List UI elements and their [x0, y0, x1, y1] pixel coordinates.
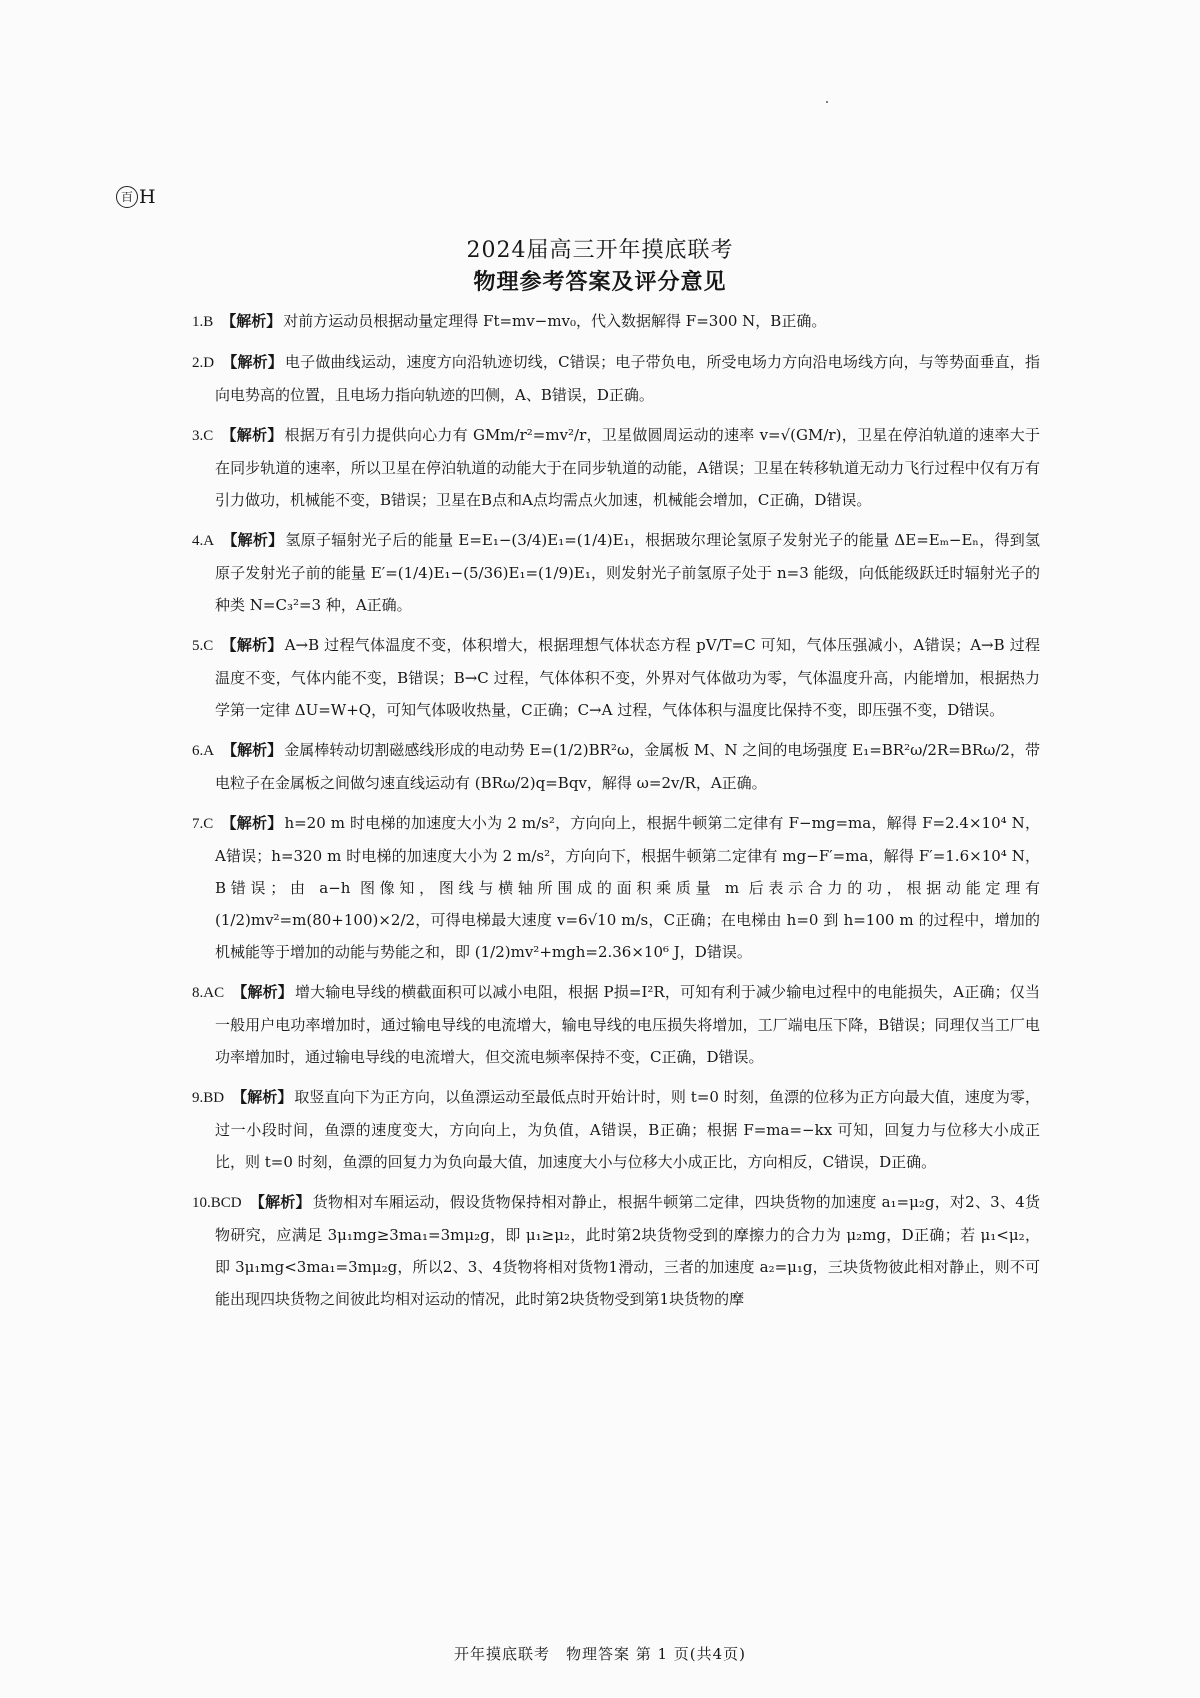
answer-item [192, 807, 1040, 968]
analysis-tag: 【解析】 [222, 531, 284, 549]
exam-title: 2024届高三开年摸底联考 [466, 238, 734, 263]
answer-item [192, 976, 1040, 1073]
answer-number: 6.A [192, 743, 215, 759]
answer-number: 9.BD [192, 1090, 225, 1106]
answer-text: 氢原子辐射光子后的能量 E=E₁−(3/4)E₁=(1/4)E₁，根据玻尔理论氢原子发射光子的能量 ΔE=Eₘ−Eₙ，得到氢原子发射光子前的能量 E′=(1/4)E₁−(5/36)E₁=(1/9)E₁，则发射光子前氢原子处于 n=3 能级，向低能级跃迁时辐射光子的种类 N=C₃²=3 种，A正确。 [215, 531, 1040, 614]
answer-text: 对前方运动员根据动量定理得 Ft=mv−mv₀，代入数据解得 F=300 N，B正确。 [283, 312, 827, 330]
analysis-tag: 【解析】 [221, 814, 283, 832]
answer-text: 增大输电导线的横截面积可以减小电阻，根据 P损=I²R，可知有利于减少输电过程中的电能损失，A正确；仅当一般用户电功率增加时，通过输电导线的电流增大，输电导线的电压损失将增加，工厂端电压下降，B错误；同理仅当工厂电功率增加时，通过输电导线的电流增大，但交流电频率保持不变，C正确，D错误。 [215, 983, 1040, 1066]
answer-text: 根据万有引力提供向心力有 GMm/r²=mv²/r，卫星做圆周运动的速率 v=√(GM/r)，卫星在停泊轨道的速率大于在同步轨道的速率，所以卫星在停泊轨道的动能大于在同步轨道的动能，A错误；卫星在转移轨道无动力飞行过程中仅有万有引力做功，机械能不变，B错误；卫星在B点和A点均需点火加速，机械能会增加，C正确，D错误。 [215, 426, 1040, 509]
analysis-tag: 【解析】 [222, 741, 283, 759]
answer-text: 电子做曲线运动，速度方向沿轨迹切线，C错误；电子带负电，所受电场力方向沿电场线方向，与等势面垂直，指向电势高的位置，且电场力指向轨迹的凹侧，A、B错误，D正确。 [215, 353, 1040, 404]
answer-item [192, 1186, 1040, 1315]
analysis-tag: 【解析】 [221, 312, 282, 330]
answer-text: 金属棒转动切割磁感线形成的电动势 E=(1/2)BR²ω，金属板 M、N 之间的电场强度 E₁=BR²ω/2R=BRω/2，带电粒子在金属板之间做匀速直线运动有 (BRω/2)q=Bqv，解得 ω=2v/R，A正确。 [215, 741, 1040, 792]
answer-number: 1.B [192, 314, 214, 330]
analysis-tag: 【解析】 [249, 1193, 311, 1211]
answer-number: 2.D [192, 355, 215, 371]
answer-text: A→B 过程气体温度不变，体积增大，根据理想气体状态方程 pV/T=C 可知，气体压强减小，A错误；A→B 过程温度不变，气体内能不变，B错误；B→C 过程，气体体积不变，外界对气体做功为零，气体温度升高，内能增加，根据热力学第一定律 ΔU=W+Q，可知气体吸收热量，C正确；C→A 过程，气体体积与温度比保持不变，即压强不变，D错误。 [215, 636, 1040, 719]
answer-number: 3.C [192, 428, 214, 444]
answer-item [192, 305, 1040, 338]
answer-item [192, 734, 1040, 799]
answer-text: 货物相对车厢运动，假设货物保持相对静止，根据牛顿第二定律，四块货物的加速度 a₁=μ₂g，对2、3、4货物研究，应满足 3μ₁mg≥3ma₁=3mμ₂g，即 μ₁≥μ₂，此时第2块货物受到的摩擦力的合力为 μ₂mg，D正确；若 μ₁<μ₂，即 3μ₁mg<3ma₁=3mμ₂g，所以2、3、4货物将相对货物1滑动，三者的加速度 a₂=μ₁g，三块货物彼此相对静止，则不可能出现四块货物之间彼此均相对运动的情况，此时第2块货物受到第1块货物的摩 [215, 1193, 1040, 1308]
answer-number: 7.C [192, 816, 214, 832]
answer-item [192, 629, 1040, 726]
paper-code-letter: H [139, 186, 156, 208]
analysis-tag: 【解析】 [222, 353, 283, 371]
analysis-tag: 【解析】 [221, 636, 283, 654]
answer-item [192, 346, 1040, 411]
answers-body [192, 305, 1040, 1323]
scan-speck [826, 101, 828, 103]
page-footer: 开年摸底联考 物理答案 第 1 页(共4页) [453, 1645, 747, 1663]
answer-number: 10.BCD [192, 1195, 242, 1211]
answer-number: 4.A [192, 533, 215, 549]
analysis-tag: 【解析】 [232, 983, 293, 1001]
answer-item [192, 1081, 1040, 1178]
answer-subtitle: 物理参考答案及评分意见 [473, 269, 727, 295]
answer-item [192, 524, 1040, 621]
answer-text: h=20 m 时电梯的加速度大小为 2 m/s²，方向向上，根据牛顿第二定律有 F−mg=ma，解得 F=2.4×10⁴ N，A错误；h=320 m 时电梯的加速度大小为 2 m/s²，方向向下，根据牛顿第二定律有 mg−F′=ma，解得 F′=1.6×10⁴ N，B错误；由 a−h 图像知，图线与横轴所围成的面积乘质量 m 后表示合力的功，根据动能定理有 (1/2)mv²=m(80+100)×2/2，可得电梯最大速度 v=6√10 m/s，C正确；在电梯由 h=0 到 h=100 m 的过程中，增加的机械能等于增加的动能与势能之和，即 (1/2)mv²+mgh=2.36×10⁶ J，D错误。 [215, 814, 1040, 961]
answer-number: 5.C [192, 638, 214, 654]
paper-code-mark [116, 186, 156, 208]
answer-number: 8.AC [192, 985, 225, 1001]
answer-text: 取竖直向下为正方向，以鱼漂运动至最低点时开始计时，则 t=0 时刻，鱼漂的位移为正方向最大值，速度为零，过一小段时间，鱼漂的速度变大，方向向上，为负值，A错误，B正确；根据 F=ma=−kx 可知，回复力与位移大小成正比，则 t=0 时刻，鱼漂的回复力为负向最大值，加速度大小与位移大小成正比，方向相反，C错误，D正确。 [215, 1088, 1040, 1171]
analysis-tag: 【解析】 [221, 426, 283, 444]
answer-item [192, 419, 1040, 516]
analysis-tag: 【解析】 [232, 1088, 293, 1106]
circled-glyph: 百 [116, 186, 138, 208]
